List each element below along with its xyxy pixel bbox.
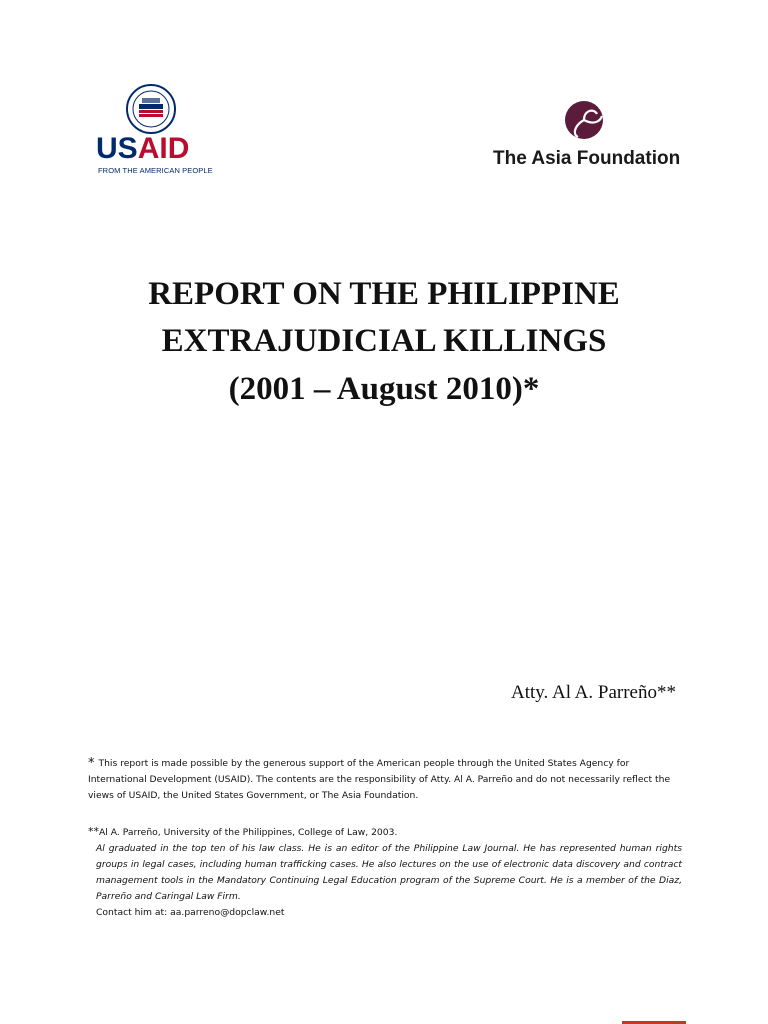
footnote-funding-text: This report is made possible by the generous support of the American people through the United States Agency for International Development (USAID). The contents are the responsibility of Atty. Al A. Parreño and do not necessarily reflect the views of USAID, the United States Government, or The Asia Foundation. (88, 758, 671, 801)
footnote-author-bio (88, 824, 682, 921)
footnote-author-heading-row (88, 824, 682, 841)
usaid-logo (96, 84, 212, 180)
author-name: Atty. Al A. Parreño** (510, 682, 676, 703)
usaid-tagline: FROM THE AMERICAN PEOPLE (98, 166, 213, 175)
report-title-line-2: EXTRAJUDICIAL KILLINGS (161, 323, 607, 359)
footnote-author-contact: Contact him at: aa.parreno@dopclaw.net (96, 907, 285, 918)
report-title-line-1: REPORT ON THE PHILIPPINE (148, 276, 620, 312)
footnote-marker: * (88, 756, 95, 771)
footnote-author-bio-text: Al graduated in the top ten of his law class. He is an editor of the Philippine Law Journal. He has represented human rights groups in legal cases, including human trafficking cases. He also lectures on the use of electronic data discovery and contract management tools in the Mandatory Continuing Legal Education program of the Supreme Court. He is a member of the Diaz, Parreño and Caringal Law Firm. (96, 843, 682, 902)
footnote-marker: ** (88, 825, 99, 838)
asia-foundation-mark-icon (564, 100, 604, 140)
usaid-seal-icon (126, 84, 176, 134)
asia-foundation-logo (486, 98, 686, 174)
asia-foundation-name: The Asia Foundation (493, 148, 681, 169)
usaid-wordmark: USAID (96, 132, 190, 165)
footnote-author-heading: Al A. Parreño, University of the Philippines, College of Law, 2003. (99, 827, 398, 838)
footnote-funding (88, 756, 682, 804)
report-title-line-3: (2001 – August 2010)* (228, 371, 540, 407)
